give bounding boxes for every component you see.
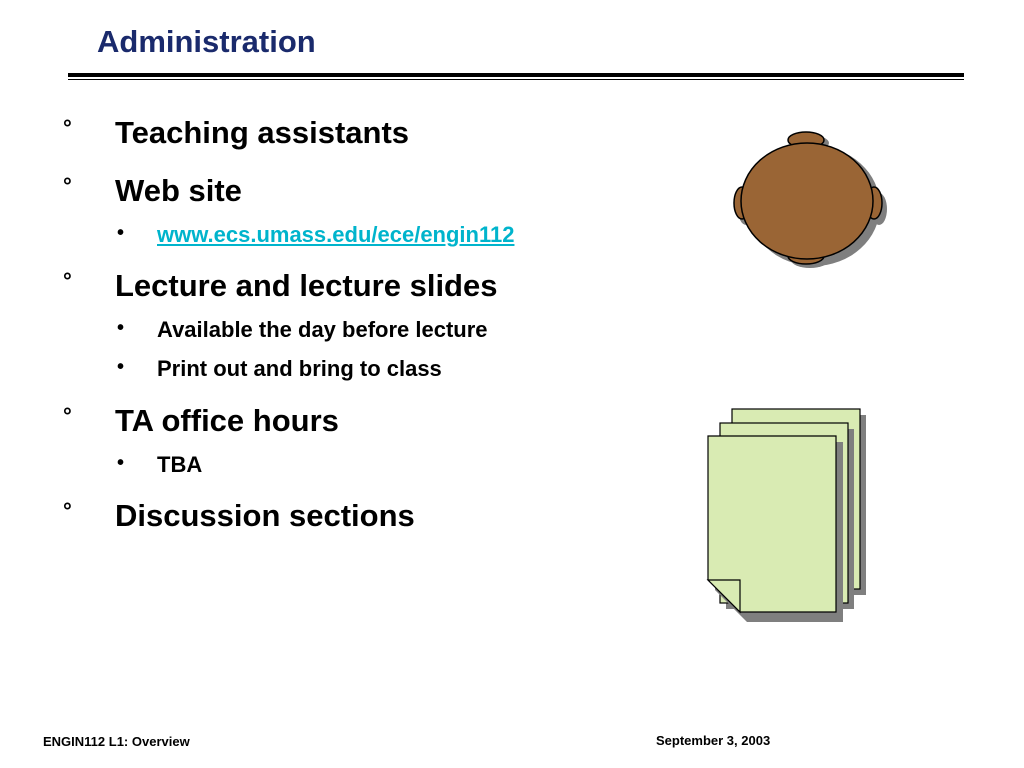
sub-bullet-marker: • — [117, 222, 125, 244]
bullet-marker: ° — [63, 268, 72, 293]
bullet-marker: ° — [63, 403, 72, 428]
sub-bullet-text: TBA — [157, 452, 203, 477]
bullet-marker: ° — [63, 115, 72, 140]
footer-date: September 3, 2003 — [656, 733, 771, 748]
footer-course: ENGIN112 L1: Overview — [43, 734, 190, 749]
slide-title: Administration — [97, 24, 316, 59]
bullet-marker: ° — [63, 498, 72, 523]
round-table-icon — [728, 130, 898, 270]
title-divider-thin — [68, 79, 964, 80]
bullet-text: Discussion sections — [115, 498, 415, 533]
sub-bullet-marker: • — [117, 452, 125, 474]
bullet-text: Lecture and lecture slides — [115, 268, 498, 303]
bullet-text: Web site — [115, 173, 242, 208]
sub-bullet-text: Print out and bring to class — [157, 356, 442, 381]
bullet-text: TA office hours — [115, 403, 339, 438]
website-link[interactable]: www.ecs.umass.edu/ece/engin112 — [157, 222, 515, 247]
sub-bullet-marker: • — [117, 317, 125, 339]
sub-bullet-marker: • — [117, 356, 125, 378]
bullet-text: Teaching assistants — [115, 115, 410, 150]
sub-bullet-text: Available the day before lecture — [157, 317, 488, 342]
title-divider — [68, 73, 964, 77]
paper-stack-icon — [700, 402, 875, 627]
bullet-marker: ° — [63, 173, 72, 198]
